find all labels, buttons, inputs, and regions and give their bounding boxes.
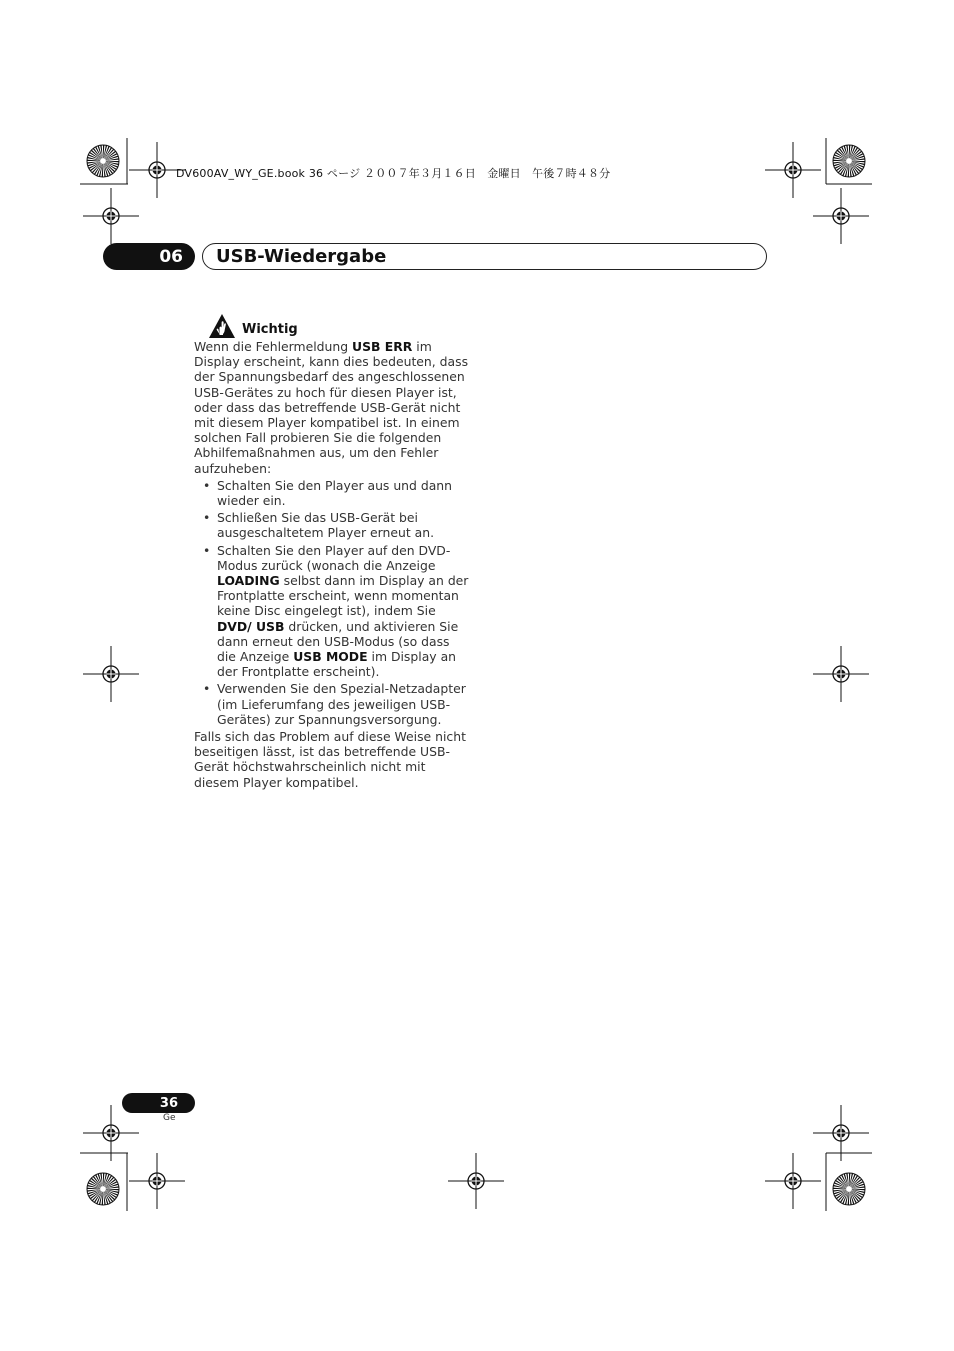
list-item: • Schalten Sie den Player auf den DVD-Modus zurück (wonach die Anzeige LOADING selbst dann im Display an der Frontplatte erscheint, wenn momentan keine Disc eingelegt ist), indem Sie DVD/ USB drücken, und aktivieren Sie dann erneut den USB-Modus (so dass die Anzeige USB MODE im Display an der Frontplatte erscheint).: [194, 543, 470, 680]
starburst-target-icon: [87, 145, 119, 177]
registration-mark-icon: [813, 188, 869, 244]
registration-mark-icon: [448, 1153, 504, 1209]
list-item: • Schließen Sie das USB-Gerät bei ausgeschaltetem Player erneut an.: [194, 510, 470, 540]
important-body: [194, 339, 470, 790]
important-label: Wichtig: [242, 322, 298, 337]
registration-mark-icon: [129, 1153, 185, 1209]
registration-mark-icon: [83, 188, 139, 244]
important-heading: [208, 313, 298, 339]
page-number-badge: [122, 1093, 195, 1113]
chapter-title: USB-Wiedergabe: [216, 246, 387, 267]
language-code: Ge: [163, 1113, 176, 1123]
chapter-number: 06: [159, 246, 183, 267]
registration-mark-icon: [83, 646, 139, 702]
starburst-target-icon: [833, 1173, 865, 1205]
chapter-number-badge: [103, 243, 195, 270]
page-number: 36: [159, 1095, 178, 1111]
book-file-header: DV600AV_WY_GE.book 36 ページ ２００７年３月１６日 金曜日 午後７時４８分: [176, 167, 611, 180]
starburst-target-icon: [833, 145, 865, 177]
closing-paragraph: Falls sich das Problem auf diese Weise nicht beseitigen lässt, ist das betreffende USB-Gerät höchstwahrscheinlich nicht mit diesem Player kompatibel.: [194, 729, 466, 790]
registration-mark-icon: [765, 1153, 821, 1209]
warning-hand-icon: [208, 313, 236, 339]
registration-mark-icon: [813, 646, 869, 702]
registration-mark-icon: [765, 142, 821, 198]
list-item: • Verwenden Sie den Spezial-Netzadapter (im Lieferumfang des jeweiligen USB-Gerätes) zur Spannungsversorgung.: [194, 681, 470, 727]
remedy-list: [194, 478, 470, 727]
chapter-title-bar: [202, 243, 767, 270]
starburst-target-icon: [87, 1173, 119, 1205]
intro-paragraph: Wenn die Fehlermeldung USB ERR im Display erscheint, kann dies bedeuten, dass der Spannungsbedarf des angeschlossenen USB-Gerätes zu hoch für diesen Player ist, oder dass das betreffende USB-Gerät nicht mit diesem Player kompatibel ist. In einem solchen Fall probieren Sie die folgenden Abhilfemaßnahmen aus, um den Fehler aufzuheben:: [194, 339, 469, 476]
list-item: • Schalten Sie den Player aus und dann wieder ein.: [194, 478, 470, 508]
